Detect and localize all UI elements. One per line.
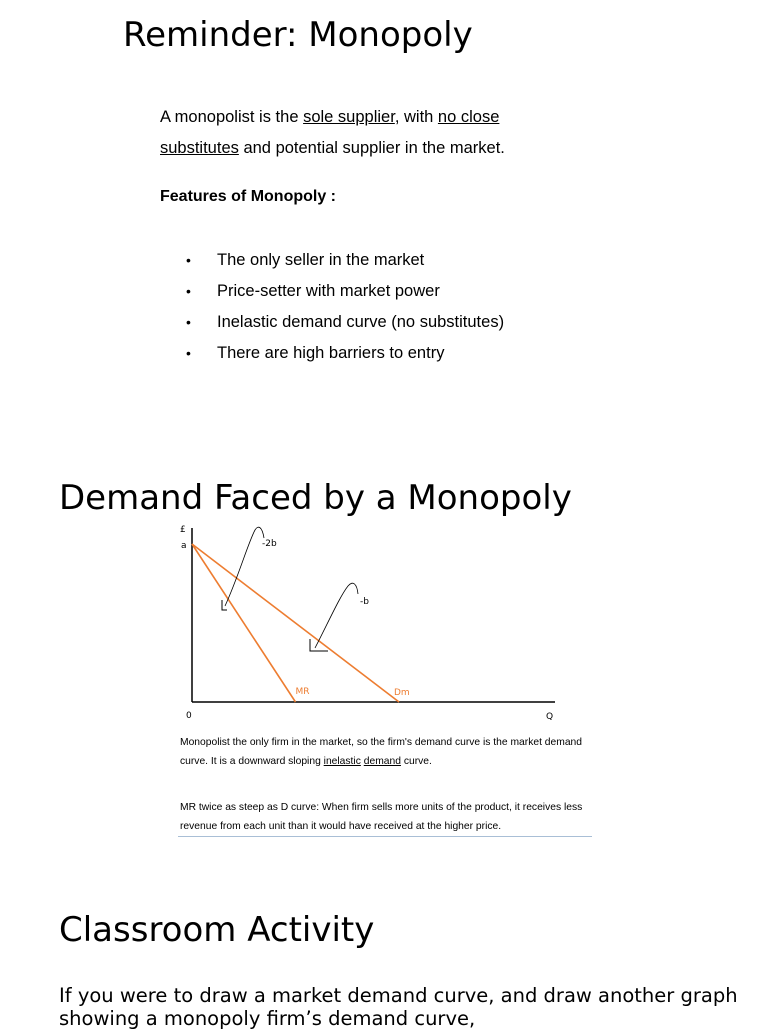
demand-caption: Monopolist the only firm in the market, so the firm's demand curve is the market demand curve. It is a downward sloping inelastic demand curve.	[180, 737, 583, 767]
reminder-title: Reminder: Monopoly	[123, 15, 473, 55]
caption-divider	[178, 836, 592, 837]
mr-curve	[192, 544, 296, 702]
monopoly-definition: A monopolist is the sole supplier, with no close substitutes and potential supplier in the market.	[160, 108, 505, 157]
y-axis-label: £	[180, 525, 186, 535]
features-list	[186, 249, 504, 373]
feature-item: • Inelastic demand curve (no substitutes)	[186, 311, 504, 342]
x-axis-label: Q	[546, 712, 554, 722]
feature-item: • Price-setter with market power	[186, 280, 504, 311]
mr-slope-triangle	[222, 600, 227, 610]
inelastic-text: inelastic	[323, 756, 361, 767]
demand-text: demand	[363, 756, 401, 767]
mr-slope-label: -2b	[262, 539, 277, 549]
mr-caption: MR twice as steep as D curve: When firm sells more units of the product, it receives less revenue from each unit than it would have received at the higher price.	[180, 802, 583, 832]
monopoly-demand-chart	[170, 518, 600, 728]
feature-item: • The only seller in the market	[186, 249, 504, 280]
intercept-label: a	[181, 541, 187, 551]
sole-supplier-text: sole supplier	[303, 108, 395, 126]
demand-curve-label: Dm	[394, 688, 410, 698]
demand-curve	[192, 544, 399, 702]
demand-slope-arrow	[315, 583, 358, 648]
features-heading: Features of Monopoly :	[160, 188, 336, 205]
feature-item: • There are high barriers to entry	[186, 342, 504, 373]
origin-label: 0	[186, 711, 192, 721]
demand-slope-label: -b	[360, 597, 369, 607]
mr-curve-label: MR	[295, 687, 310, 697]
demand-title: Demand Faced by a Monopoly	[59, 478, 572, 518]
activity-text: If you were to draw a market demand curve, and draw another graph showing a monopoly firm’s demand curve,	[59, 984, 738, 1030]
no-close-substitutes-text: no close substitutes	[160, 108, 500, 157]
activity-title: Classroom Activity	[59, 910, 375, 950]
